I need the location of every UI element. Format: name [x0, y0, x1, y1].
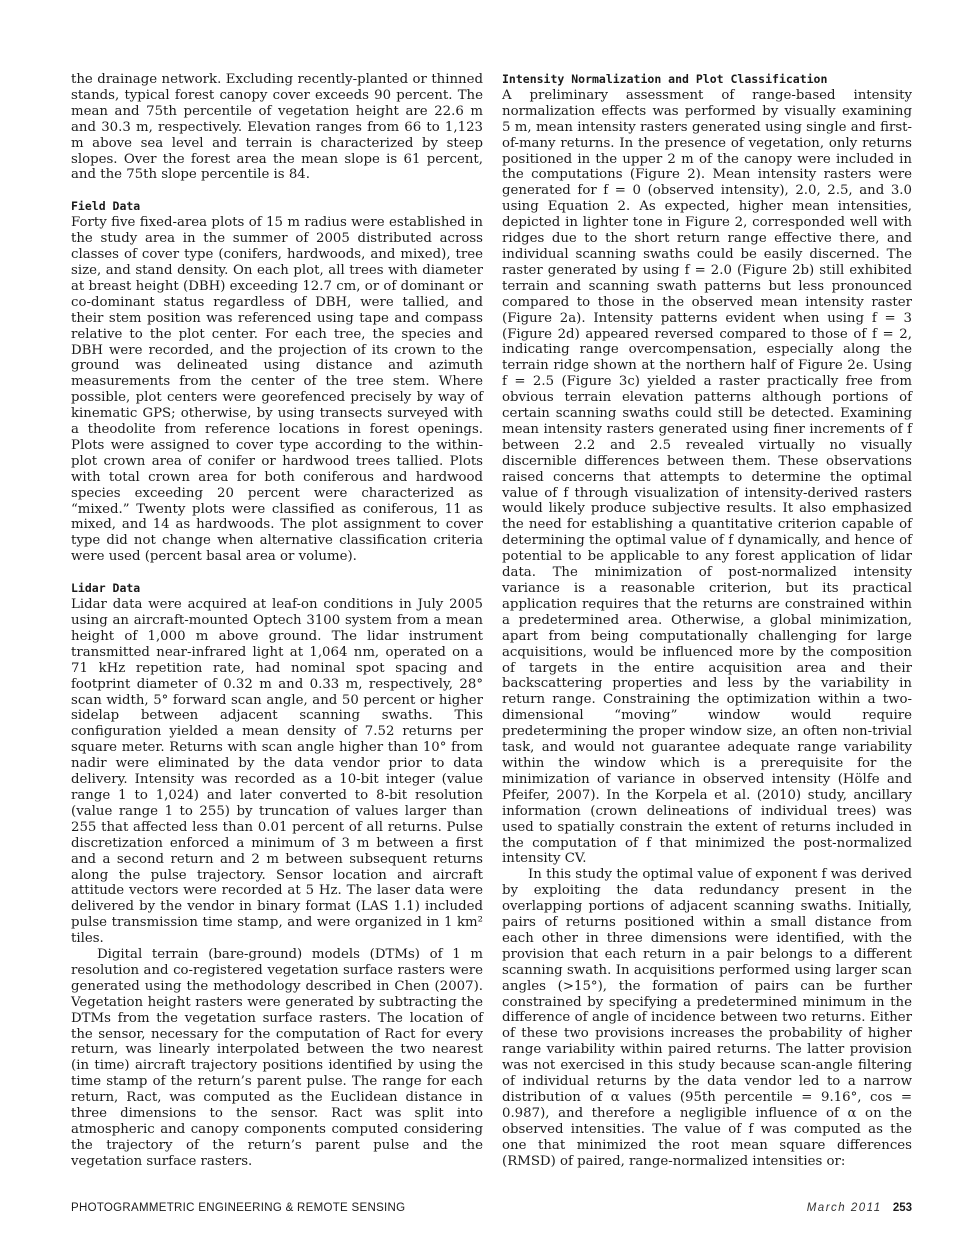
section-heading-field-data: Field Data — [71, 199, 141, 214]
paragraph-dtm: Digital terrain (bare-ground) models (DTMs) of 1 m resolution and co-registered vegetation surface rasters were generated using the methodology described in Chen (2007). Vegetation height rasters were generated by subtracting the DTMs from the vegetation surface rasters. The location of the sensor, necessary for the computation of Ract for every return, was linearly interpolated between the two nearest (in time) aircraft trajectory positions identified by using the time stamp of the return’s parent pulse. The range for each return, Ract, was computed as the Euclidean distance in three dimensions to the sensor. Ract was split into atmospheric and canopy components computed considering the trajectory of the return’s parent pulse and the vegetation surface rasters. — [71, 947, 483, 1169]
section-heading-intensity-normalization: Intensity Normalization and Plot Classification — [502, 72, 828, 86]
footer-date: March 2011 — [806, 1202, 882, 1214]
section-heading-lidar-data: Lidar Data — [71, 581, 141, 596]
paragraph-intensity-normalization: A preliminary assessment of range-based intensity normalization effects was performed by visually examining 5 m, mean intensity rasters generated using single and first-of-many returns. In the presence of vegetation, only returns positioned in the upper 2 m of the canopy were included in the computations (Figure 2). Mean intensity rasters were generated for f = 0 (observed intensity), 2.0, 2.5, and 3.0 using Equation 2. As expected, higher mean intensities, depicted in lighter tone in Figure 2, corresponded well with ridges due to the short return range effective there, and individual scanning swaths could be easily discerned. The raster generated by using f = 2.0 (Figure 2b) still exhibited terrain and scanning swath patterns but less pronounced compared to those in the observed mean intensity raster (Figure 2a). Intensity patterns evident when using f = 3 (Figure 2d) appeared reversed compared to those of f = 2, indicating range overcompensation, especially along the terrain ridge shown at the northern half of Figure 2e. Using f = 2.5 (Figure 3c) yielded a raster practically free from obvious terrain elevation patterns although portions of certain scanning swaths could still be detected. Examining mean intensity rasters generated using finer increments of f between 2.2 and 2.5 revealed virtually no visually discernible differences between them. These observations raised concerns that attempts to determine the optimal value of f through visualization of intensity-derived rasters would likely produce subjective results. It also emphasized the need for establishing a quantitative criterion capable of determining the optimal value of f dynamically, and hence of potential to be applicable to any forest application of lidar data. The minimization of post-normalized intensity variance is a reasonable criterion, but its practical application requires that the returns are constrained within a predetermined area. Otherwise, a global minimization, apart from being computationally challenging for large acquisitions, would be influenced more by the composition of targets in the entire acquisition area and their backscattering properties and less by the variability in return range. Constraining the optimization within a two-dimensional “moving” window would require predetermining the proper window size, an often non-trivial task, and would not guarantee adequate range variability within the window which is a prerequisite for the minimization of variance in observed intensity (Hölfe and Pfeifer, 2007). In the Korpela et al. (2010) study, ancillary information (crown delineations of individual trees) was used to spatially constrain the extent of returns included in the computation of f that minimized the post-normalized intensity CV. — [502, 87, 912, 867]
paragraph-lidar-data: Lidar data were acquired at leaf-on conditions in July 2005 using an aircraft-mounted Optech 3100 system from a mean height of 1,000 m above ground. The lidar instrument transmitted near-infrared light at 1,064 nm, operated on a 71 kHz repetition rate, had nominal spot spacing and footprint diameter of 0.32 m and 0.33 m, respectively, 28° scan width, 5° forward scan angle, and 50 percent or higher sidelap between adjacent scanning swaths. This configuration yielded a mean density of 7.52 returns per square meter. Returns with scan angle higher than 10° from nadir were eliminated by the data vendor prior to data delivery. Intensity was recorded as a 10-bit integer (value range 1 to 1,024) and later converted to 8-bit resolution (value range 1 to 255) by truncation of values larger than 255 that affected less than 0.01 percent of all returns. Pulse discretization enforced a minimum of 3 m between a first and a second return and 2 m between subsequent returns along the pulse trajectory. Sensor location and aircraft attitude vectors were recorded at 5 Hz. The laser data were delivered by the vendor in binary format (LAS 1.1) included pulse transmission time stamp, and were organized in 1 km² tiles. — [71, 597, 483, 947]
left-column — [71, 72, 483, 1170]
paragraph-field-data: Forty five fixed-area plots of 15 m radius were established in the study area in the summer of 2005 distributed across classes of cover type (conifers, hardwoods, and mixed), tree size, and stand density. On each plot, all trees with diameter at breast height (DBH) exceeding 12.7 cm, or of dominant or co-dominant status regardless of DBH, were tallied, and their stem position was referenced using tape and compass relative to the plot center. For each tree, the species and DBH were recorded, and the projection of its crown to the ground was delineated using distance and azimuth measurements from the center of the tree stem. Where possible, plot centers were georefenced precisely by way of kinematic GPS; otherwise, by using transects surveyed with a theodolite from reference locations in forest openings. Plots were assigned to cover type according to the within-plot crown area of conifer or hardwood trees tallied. Plots with total crown area for both coniferous and hardwood species exceeding 20 percent were characterized as “mixed.” Twenty plots were classified as coniferous, 11 as mixed, and 14 as hardwoods. The plot assignment to cover type did not change when alternative classification criteria were used (percent basal area or volume). — [71, 215, 483, 565]
paragraph-optimal-exponent: In this study the optimal value of exponent f was derived by exploiting the data redundancy present in the overlapping portions of adjacent scanning swaths. Initially, pairs of returns positioned within a small distance from each other in three dimensions were identified, with the provision that each return in a pair belongs to a different scanning swath. In acquisitions performed using larger scan angles (>15°), the formation of pairs can be further constrained by specifying a predetermined minimum in the difference of angle of incidence between two returns. Either of these two provisions increases the probability of higher range variability within paired returns. The latter provision was not exercised in this study because scan-angle filtering of individual returns by the data vendor led to a narrow distribution of α values (95th percentile = 9.16°, cos = 0.987), and therefore a negligible influence of α on the observed intensities. The value of f was computed as the one that minimized the root mean square differences (RMSD) of paired, range-normalized intensities or: — [502, 867, 912, 1169]
footer-journal-name: PHOTOGRAMMETRIC ENGINEERING & REMOTE SENSING — [71, 1202, 406, 1214]
page-number: 253 — [892, 1202, 912, 1214]
right-column — [502, 72, 912, 1170]
footer-right — [807, 1202, 912, 1214]
paragraph-study-area: the drainage network. Excluding recently-planted or thinned stands, typical forest canopy cover exceeds 90 percent. The mean and 75th percentile of vegetation height are 22.6 m and 30.3 m, respectively. Elevation ranges from 66 to 1,123 m above sea level and terrain is characterized by steep slopes. Over the forest area the mean slope is 61 percent, and the 75th slope percentile is 84. — [71, 72, 483, 183]
